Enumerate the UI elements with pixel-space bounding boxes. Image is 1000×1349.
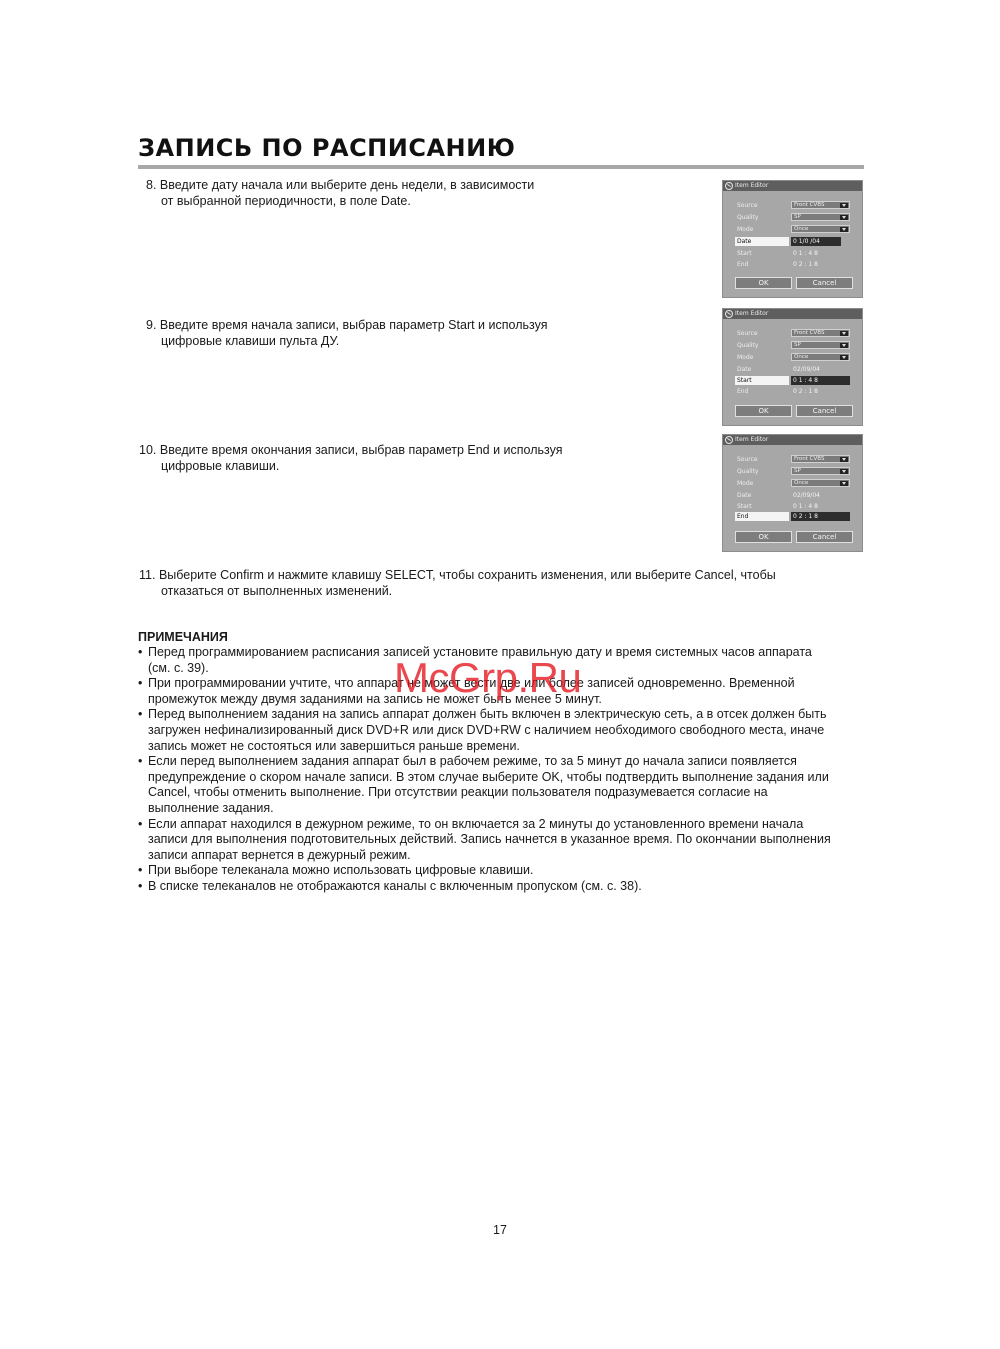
- source-label: Source: [737, 202, 758, 209]
- start-field[interactable]: 0 1 : 4 8: [791, 376, 850, 385]
- note-line: Если перед выполнением задания аппарат был в рабочем режиме, то за 5 минут до начала записи появляется: [148, 754, 797, 769]
- page-title: ЗАПИСЬ ПО РАСПИСАНИЮ: [138, 134, 516, 162]
- step-text-line2: отказаться от выполненных изменений.: [161, 584, 393, 598]
- note-line: (см. с. 39).: [148, 660, 209, 675]
- mode-row: [723, 353, 862, 362]
- dropdown-arrow-icon: [840, 355, 848, 360]
- note-line: предупреждение о скором начале записи. В этом случае выберите OK, чтобы подтвердить выполнение задания или: [148, 769, 829, 784]
- start-label: Start: [735, 376, 789, 385]
- mode-row: [723, 225, 862, 234]
- note-line: записи аппарат вернется в дежурный режим.: [148, 847, 411, 862]
- bullet: •: [138, 645, 143, 659]
- quality-select[interactable]: [791, 341, 850, 349]
- item-editor-title: Item Editor: [735, 310, 769, 317]
- date-field[interactable]: 02/09/04: [793, 366, 820, 373]
- end-field[interactable]: 0 2 : 1 8: [791, 512, 850, 521]
- cancel-button[interactable]: Cancel: [796, 405, 853, 417]
- end-label: End: [735, 512, 789, 521]
- item-editor-logo-icon: [725, 310, 733, 318]
- item-editor-screen-end: [722, 434, 863, 552]
- item-editor-header: [723, 435, 862, 445]
- date-label: Date: [737, 366, 752, 373]
- cancel-button[interactable]: Cancel: [796, 277, 853, 289]
- step-text-line1: Выберите Confirm и нажмите клавишу SELECT, чтобы сохранить изменения, или выберите Cancel, чтобы: [158, 568, 776, 582]
- note-line: Если аппарат находился в дежурном режиме, то он включается за 2 минуты до установленного времени начала: [148, 816, 804, 831]
- step-10: [139, 442, 563, 474]
- step-text-line1: Введите время начала записи, выбрав параметр Start и используя: [159, 318, 548, 332]
- item-editor-screen-start: [722, 308, 863, 426]
- note-item: [138, 863, 868, 879]
- dropdown-arrow-icon: [840, 469, 848, 474]
- source-select[interactable]: [791, 201, 850, 209]
- quality-select[interactable]: [791, 467, 850, 475]
- note-line: При выборе телеканала можно использовать цифровые клавиши.: [148, 863, 534, 878]
- mode-label: Mode: [737, 480, 754, 487]
- note-item: [138, 817, 868, 864]
- note-line: Перед выполнением задания на запись аппарат должен быть включен в электрическую сеть, а в отсек должен быть: [148, 707, 827, 722]
- note-line: При программировании учтите, что аппарат не может вести две или более записей одновременно. Временной: [148, 676, 795, 691]
- source-row: [723, 201, 862, 210]
- mode-select[interactable]: [791, 479, 850, 487]
- page-number: 17: [493, 1223, 507, 1237]
- step-9: [146, 317, 547, 349]
- quality-row: [723, 467, 862, 476]
- note-line: записи для выполнения подготовительных действий. Запись начнется в указанное время. По окончании выполнения: [148, 832, 831, 847]
- bullet: •: [138, 676, 143, 691]
- dropdown-arrow-icon: [840, 215, 848, 220]
- cancel-button[interactable]: Cancel: [796, 531, 853, 543]
- source-label: Source: [737, 330, 758, 337]
- item-editor-logo-icon: [725, 436, 733, 444]
- note-line: Cancel, чтобы отменить выполнение. При отсутствии реакции пользователя подразумевается согласие на: [148, 785, 768, 800]
- quality-row: [723, 213, 862, 222]
- item-editor-header: [723, 181, 862, 191]
- step-text-line2: от выбранной периодичности, в поле Date.: [161, 194, 411, 208]
- end-label: End: [737, 388, 749, 395]
- notes-heading: ПРИМЕЧАНИЯ: [138, 630, 228, 644]
- mode-value: Once: [794, 226, 809, 232]
- start-field[interactable]: 0 1 : 4 8: [793, 503, 818, 510]
- mode-label: Mode: [737, 354, 754, 361]
- note-line: выполнение задания.: [148, 800, 274, 815]
- note-item: [138, 754, 868, 816]
- quality-value: SP: [794, 468, 801, 474]
- note-item: [138, 879, 868, 895]
- note-line: промежуток между двумя заданиями на запись не может быть менее 5 минут.: [148, 691, 602, 706]
- date-row: [723, 491, 862, 500]
- bullet: •: [138, 878, 143, 893]
- source-select[interactable]: [791, 455, 850, 463]
- start-row: [723, 249, 862, 258]
- dropdown-arrow-icon: [840, 227, 848, 232]
- mode-select[interactable]: [791, 353, 850, 361]
- note-line: Перед программированием расписания записей установите правильную дату и время системных часов аппарата: [148, 645, 812, 659]
- step-text-line2: цифровые клавиши пульта ДУ.: [161, 334, 340, 348]
- mode-value: Once: [794, 480, 809, 486]
- date-row: [723, 365, 862, 374]
- start-label: Start: [737, 503, 752, 510]
- step-8: [146, 177, 534, 209]
- bullet: •: [138, 863, 143, 878]
- quality-value: SP: [794, 214, 801, 220]
- note-line: В списке телеканалов не отображаются каналы с включенным пропуском (см. с. 38).: [148, 878, 642, 893]
- mode-select[interactable]: [791, 225, 850, 233]
- mode-value: Once: [794, 354, 809, 360]
- date-label: Date: [735, 237, 789, 246]
- step-number: 11.: [139, 568, 156, 582]
- mode-label: Mode: [737, 226, 754, 233]
- item-editor-title: Item Editor: [735, 436, 769, 443]
- source-select[interactable]: [791, 329, 850, 337]
- bullet: •: [138, 754, 143, 769]
- watermark: McGrp.Ru: [394, 654, 582, 701]
- title-divider: [138, 165, 864, 169]
- end-row: [723, 387, 862, 396]
- start-label: Start: [737, 250, 752, 257]
- start-row: [723, 376, 862, 385]
- source-label: Source: [737, 456, 758, 463]
- note-line: запись может не состояться или завершиться раньше времени.: [148, 738, 520, 753]
- quality-row: [723, 341, 862, 350]
- source-row: [723, 329, 862, 338]
- dropdown-arrow-icon: [840, 331, 848, 336]
- end-label: End: [737, 261, 749, 268]
- date-field[interactable]: 0 1/0 /04: [791, 237, 841, 246]
- end-row: [723, 260, 862, 269]
- item-editor-screen-date: [722, 180, 863, 298]
- step-text-line2: цифровые клавиши.: [161, 459, 280, 473]
- step-text-line1: Введите время окончания записи, выбрав параметр End и используя: [159, 443, 563, 457]
- end-row: [723, 512, 862, 521]
- ok-button[interactable]: OK: [735, 277, 792, 289]
- quality-label: Quality: [737, 342, 759, 349]
- end-field[interactable]: 0 2 : 1 8: [793, 388, 818, 395]
- quality-value: SP: [794, 342, 801, 348]
- bullet: •: [138, 816, 143, 831]
- quality-select[interactable]: [791, 213, 850, 221]
- dropdown-arrow-icon: [840, 343, 848, 348]
- step-number: 10.: [139, 443, 157, 457]
- source-value: Front CVBS: [794, 456, 825, 462]
- source-value: Front CVBS: [794, 330, 825, 336]
- dropdown-arrow-icon: [840, 457, 848, 462]
- mode-row: [723, 479, 862, 488]
- step-number: 9.: [146, 318, 157, 332]
- source-row: [723, 455, 862, 464]
- quality-label: Quality: [737, 468, 759, 475]
- quality-label: Quality: [737, 214, 759, 221]
- date-row: [723, 237, 862, 246]
- step-11: [139, 567, 776, 599]
- date-field[interactable]: 02/09/04: [793, 492, 820, 499]
- ok-button[interactable]: OK: [735, 531, 792, 543]
- item-editor-logo-icon: [725, 182, 733, 190]
- step-text-line1: Введите дату начала или выберите день недели, в зависимости: [159, 178, 535, 192]
- note-line: загружен нефинализированный диск DVD+R или диск DVD+RW с наличием необходимого свободного места, иначе: [148, 722, 825, 737]
- source-value: Front CVBS: [794, 202, 825, 208]
- dropdown-arrow-icon: [840, 481, 848, 486]
- bullet: •: [138, 707, 143, 722]
- ok-button[interactable]: OK: [735, 405, 792, 417]
- item-editor-title: Item Editor: [735, 182, 769, 189]
- end-field[interactable]: 0 2 : 1 8: [793, 261, 818, 268]
- date-label: Date: [737, 492, 752, 499]
- start-field[interactable]: 0 1 : 4 8: [793, 250, 818, 257]
- dropdown-arrow-icon: [840, 203, 848, 208]
- item-editor-header: [723, 309, 862, 319]
- start-row: [723, 502, 862, 511]
- note-item: [138, 707, 868, 754]
- step-number: 8.: [146, 178, 157, 192]
